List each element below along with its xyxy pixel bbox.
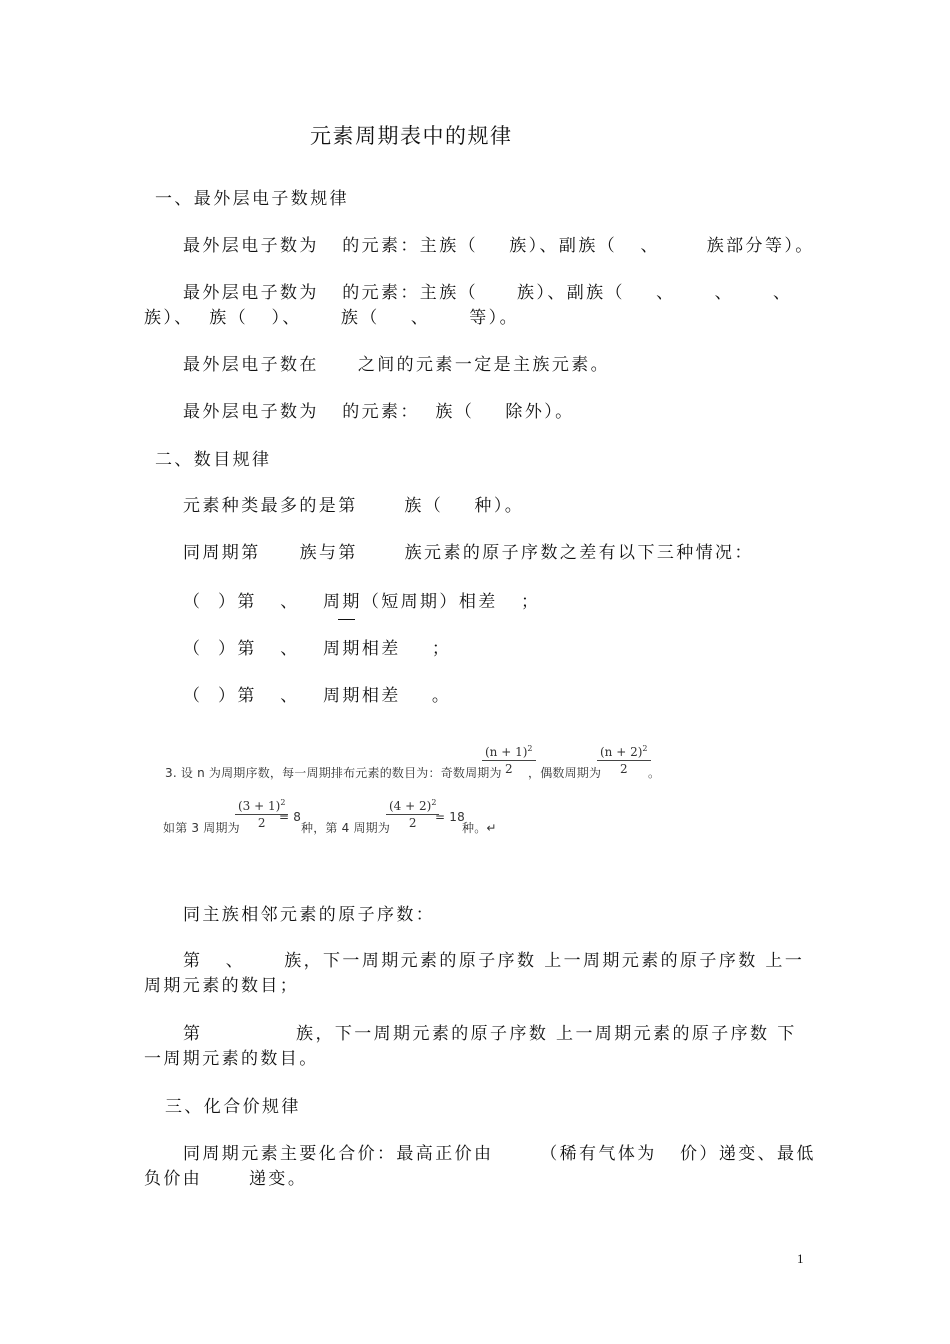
section-2-line-4a: 第 、 族，下一周期元素的原子序数 上一周期元素的原子序数 上一: [183, 951, 805, 971]
case-1: （ ）第 、 周期（短周期）相差 ；: [183, 592, 541, 612]
fraction-odd-denominator: 2: [504, 762, 513, 776]
section-3-line-1b: 负价由 递变。: [144, 1169, 308, 1189]
page-title: 元素周期表中的规律: [310, 124, 513, 148]
example-1-result: = 8: [279, 810, 302, 824]
section-2-line-3: 同主族相邻元素的原子序数：: [183, 905, 436, 925]
exponent: 2: [431, 798, 437, 807]
fraction-odd-numerator: (n + 1): [485, 745, 528, 759]
section-3-heading: 三、化合价规律: [165, 1097, 301, 1117]
underline-mark: [338, 619, 355, 620]
fraction-even-numerator: (n + 2): [600, 745, 643, 759]
section-1-line-2b: 族）、 族（ ）、 族（ 、 等）。: [144, 308, 519, 328]
section-2-line-4b: 周期元素的数目；: [144, 976, 300, 996]
fraction-even: [597, 741, 651, 777]
exponent: 2: [280, 798, 286, 807]
fraction-even-denominator: 2: [619, 762, 628, 776]
formula-text-4: 如第 3 周期为: [163, 821, 240, 835]
section-1-line-1: 最外层电子数为 的元素：主族（ 族）、副族（ 、 族部分等）。: [183, 236, 815, 256]
section-1-line-3: 最外层电子数在 之间的元素一定是主族元素。: [183, 355, 611, 375]
section-1-line-4: 最外层电子数为 的元素： 族（ 除外）。: [183, 402, 575, 422]
section-1-heading: 一、最外层电子数规律: [155, 189, 349, 209]
formula-text-2: ，偶数周期为: [528, 766, 602, 780]
section-2-line-5a: 第 族，下一周期元素的原子序数 上一周期元素的原子序数 下: [183, 1024, 797, 1044]
page-number: 1: [797, 1251, 804, 1266]
formula-text-6: 种。↵: [462, 821, 497, 835]
section-2-line-1: 元素种类最多的是第 族（ 种）。: [183, 496, 525, 516]
example-2-result: = 18: [435, 810, 465, 824]
fraction-example-2-denominator: 2: [408, 816, 417, 830]
exponent: 2: [527, 744, 533, 753]
fraction-example-2: [386, 795, 439, 831]
section-2-line-5b: 一周期元素的数目。: [144, 1049, 319, 1069]
fraction-example-2-numerator: (4 + 2): [389, 799, 432, 813]
case-2: （ ）第 、 周期相差 ；: [183, 639, 452, 659]
fraction-example-1-numerator: (3 + 1): [238, 799, 281, 813]
section-1-line-2a: 最外层电子数为 的元素：主族（ 族）、副族（ 、 、 、: [183, 283, 793, 303]
case-3: （ ）第 、 周期相差 。: [183, 686, 452, 706]
formula-text-1: 3. 设 n 为周期序数，每一周期排布元素的数目为：奇数周期为: [165, 766, 502, 780]
section-2-heading: 二、数目规律: [155, 450, 272, 470]
formula-text-3: 。: [648, 766, 661, 780]
section-2-line-2: 同周期第 族与第 族元素的原子序数之差有以下三种情况：: [183, 543, 754, 563]
fraction-example-1-denominator: 2: [257, 816, 266, 830]
formula-image: [160, 735, 680, 840]
section-3-line-1a: 同周期元素主要化合价：最高正价由 （稀有气体为 价）递变、最低: [183, 1144, 816, 1164]
exponent: 2: [642, 744, 648, 753]
formula-text-5: 种，第 4 周期为: [301, 821, 391, 835]
